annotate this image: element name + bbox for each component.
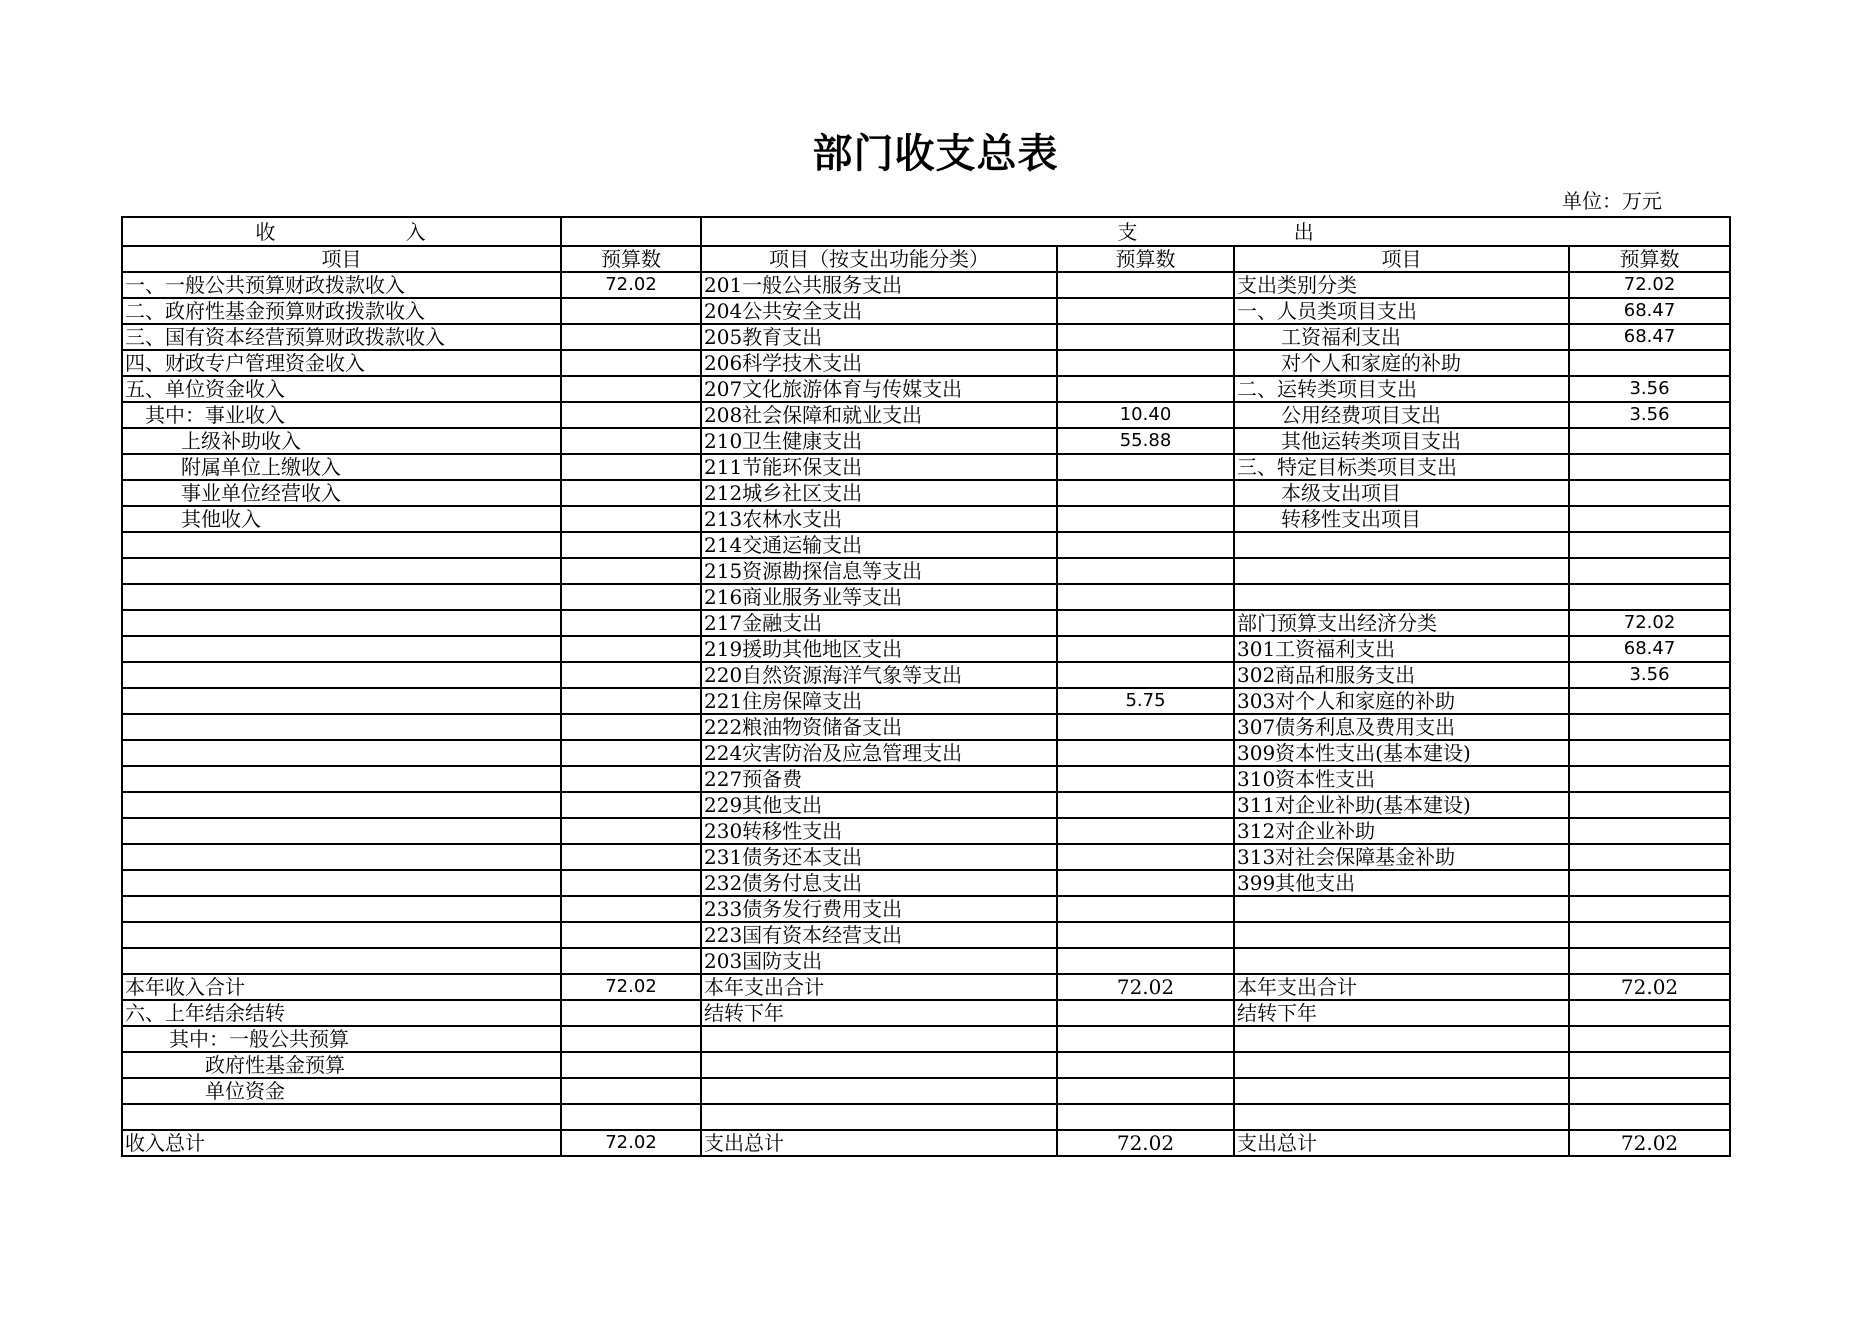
func-budget <box>1057 610 1234 636</box>
income-item: 五、单位资金收入 <box>122 376 561 402</box>
income-budget <box>561 792 701 818</box>
cat-item: 三、特定目标类项目支出 <box>1234 454 1569 480</box>
cat-item <box>1234 896 1569 922</box>
func-item: 219援助其他地区支出 <box>701 636 1057 662</box>
income-item <box>122 844 561 870</box>
income-budget <box>561 1078 701 1104</box>
cat-budget <box>1569 844 1730 870</box>
func-item: 207文化旅游体育与传媒支出 <box>701 376 1057 402</box>
func-budget <box>1057 272 1234 298</box>
cat-budget <box>1569 948 1730 974</box>
income-item <box>122 558 561 584</box>
income-budget <box>561 948 701 974</box>
column-header-row <box>122 246 1730 272</box>
col-cat-item: 项目 <box>1234 246 1569 272</box>
income-budget <box>561 402 701 428</box>
func-budget <box>1057 714 1234 740</box>
func-item: 227预备费 <box>701 766 1057 792</box>
carry-row <box>122 1078 1730 1104</box>
func-budget: 5.75 <box>1057 688 1234 714</box>
cat-budget <box>1569 922 1730 948</box>
cat-item <box>1234 1078 1569 1104</box>
cat-budget: 68.47 <box>1569 636 1730 662</box>
cat-item <box>1234 922 1569 948</box>
cat-item <box>1234 1052 1569 1078</box>
table-row <box>122 324 1730 350</box>
func-item: 204公共安全支出 <box>701 298 1057 324</box>
func-item: 208社会保障和就业支出 <box>701 402 1057 428</box>
income-budget <box>561 870 701 896</box>
cat-item: 其他运转类项目支出 <box>1234 428 1569 454</box>
cat-budget <box>1569 818 1730 844</box>
func-item: 222粮油物资储备支出 <box>701 714 1057 740</box>
table-row <box>122 376 1730 402</box>
cat-budget <box>1569 1052 1730 1078</box>
func-item: 220自然资源海洋气象等支出 <box>701 662 1057 688</box>
col-income-budget: 预算数 <box>561 246 701 272</box>
table-row <box>122 688 1730 714</box>
cat-budget <box>1569 454 1730 480</box>
cat-item: 313对社会保障基金补助 <box>1234 844 1569 870</box>
cat-item: 对个人和家庭的补助 <box>1234 350 1569 376</box>
income-budget <box>561 376 701 402</box>
table-row <box>122 662 1730 688</box>
table-row <box>122 818 1730 844</box>
func-budget <box>1057 1104 1234 1130</box>
cat-budget <box>1569 740 1730 766</box>
cat-item: 307债务利息及费用支出 <box>1234 714 1569 740</box>
cat-budget: 72.02 <box>1569 610 1730 636</box>
income-budget <box>561 766 701 792</box>
income-item <box>122 792 561 818</box>
cat-item <box>1234 948 1569 974</box>
func-budget <box>1057 922 1234 948</box>
income-budget <box>561 610 701 636</box>
income-budget <box>561 584 701 610</box>
table-row <box>122 948 1730 974</box>
cat-budget <box>1569 584 1730 610</box>
func-budget <box>1057 1026 1234 1052</box>
table-row <box>122 766 1730 792</box>
income-item: 其他收入 <box>122 506 561 532</box>
cat-item: 301工资福利支出 <box>1234 636 1569 662</box>
cat-budget: 3.56 <box>1569 402 1730 428</box>
func-item <box>701 1052 1057 1078</box>
cat-budget <box>1569 532 1730 558</box>
func-item <box>701 1104 1057 1130</box>
table-row <box>122 610 1730 636</box>
cat-item <box>1234 1104 1569 1130</box>
cat-budget <box>1569 1026 1730 1052</box>
income-item <box>122 688 561 714</box>
func-budget <box>1057 454 1234 480</box>
func-budget <box>1057 376 1234 402</box>
func-budget <box>1057 896 1234 922</box>
cat-budget <box>1569 792 1730 818</box>
income-item: 单位资金 <box>122 1078 561 1104</box>
func-item: 210卫生健康支出 <box>701 428 1057 454</box>
func-item: 212城乡社区支出 <box>701 480 1057 506</box>
income-item: 收入总计 <box>122 1130 561 1156</box>
income-item: 附属单位上缴收入 <box>122 454 561 480</box>
income-item <box>122 532 561 558</box>
expense-group-header: 支 出 <box>701 217 1730 246</box>
func-item <box>701 1078 1057 1104</box>
func-budget <box>1057 506 1234 532</box>
table-row <box>122 402 1730 428</box>
cat-budget <box>1569 870 1730 896</box>
col-income-item: 项目 <box>122 246 561 272</box>
year-total-row <box>122 974 1730 1000</box>
cat-budget <box>1569 688 1730 714</box>
income-budget: 72.02 <box>561 1130 701 1156</box>
cat-budget <box>1569 506 1730 532</box>
table-row <box>122 844 1730 870</box>
income-item <box>122 896 561 922</box>
func-budget <box>1057 1000 1234 1026</box>
cat-budget: 3.56 <box>1569 376 1730 402</box>
func-budget <box>1057 350 1234 376</box>
income-budget <box>561 662 701 688</box>
cat-budget: 72.02 <box>1569 974 1730 1000</box>
cat-budget <box>1569 350 1730 376</box>
income-budget <box>561 922 701 948</box>
func-item: 224灾害防治及应急管理支出 <box>701 740 1057 766</box>
func-item: 217金融支出 <box>701 610 1057 636</box>
income-budget <box>561 896 701 922</box>
income-budget <box>561 844 701 870</box>
income-item <box>122 714 561 740</box>
func-item: 213农林水支出 <box>701 506 1057 532</box>
budget-summary-table <box>121 216 1731 1157</box>
table-row <box>122 350 1730 376</box>
table-row <box>122 870 1730 896</box>
income-budget <box>561 740 701 766</box>
income-item <box>122 818 561 844</box>
income-group-blank <box>561 217 701 246</box>
cat-item: 399其他支出 <box>1234 870 1569 896</box>
cat-item: 311对企业补助(基本建设) <box>1234 792 1569 818</box>
func-budget <box>1057 558 1234 584</box>
cat-item: 公用经费项目支出 <box>1234 402 1569 428</box>
func-budget: 55.88 <box>1057 428 1234 454</box>
cat-item: 部门预算支出经济分类 <box>1234 610 1569 636</box>
table-row <box>122 584 1730 610</box>
income-budget <box>561 350 701 376</box>
func-item: 205教育支出 <box>701 324 1057 350</box>
income-budget <box>561 480 701 506</box>
income-item: 其中：事业收入 <box>122 402 561 428</box>
income-item: 二、政府性基金预算财政拨款收入 <box>122 298 561 324</box>
cat-budget <box>1569 1104 1730 1130</box>
cat-budget: 3.56 <box>1569 662 1730 688</box>
cat-budget <box>1569 1000 1730 1026</box>
income-budget <box>561 688 701 714</box>
income-item <box>122 636 561 662</box>
cat-budget <box>1569 714 1730 740</box>
income-item: 政府性基金预算 <box>122 1052 561 1078</box>
table-row <box>122 480 1730 506</box>
income-item <box>122 740 561 766</box>
income-item <box>122 766 561 792</box>
func-budget <box>1057 1052 1234 1078</box>
func-budget: 72.02 <box>1057 974 1234 1000</box>
func-item: 215资源勘探信息等支出 <box>701 558 1057 584</box>
income-item <box>122 584 561 610</box>
income-budget <box>561 454 701 480</box>
func-budget <box>1057 766 1234 792</box>
func-budget <box>1057 740 1234 766</box>
col-cat-budget: 预算数 <box>1569 246 1730 272</box>
income-budget <box>561 1052 701 1078</box>
carry-row <box>122 1052 1730 1078</box>
income-item: 四、财政专户管理资金收入 <box>122 350 561 376</box>
income-budget <box>561 558 701 584</box>
cat-budget: 72.02 <box>1569 272 1730 298</box>
income-budget <box>561 818 701 844</box>
income-budget <box>561 506 701 532</box>
income-group-header: 收 入 <box>122 217 561 246</box>
income-item <box>122 948 561 974</box>
income-budget <box>561 428 701 454</box>
cat-item: 309资本性支出(基本建设) <box>1234 740 1569 766</box>
col-func-budget: 预算数 <box>1057 246 1234 272</box>
cat-item: 本年支出合计 <box>1234 974 1569 1000</box>
cat-budget <box>1569 896 1730 922</box>
func-budget <box>1057 818 1234 844</box>
func-item: 201一般公共服务支出 <box>701 272 1057 298</box>
func-budget <box>1057 480 1234 506</box>
income-item: 事业单位经营收入 <box>122 480 561 506</box>
cat-budget: 72.02 <box>1569 1130 1730 1156</box>
table-row <box>122 428 1730 454</box>
func-item: 229其他支出 <box>701 792 1057 818</box>
cat-item: 支出总计 <box>1234 1130 1569 1156</box>
carry-row <box>122 1000 1730 1026</box>
cat-item: 一、人员类项目支出 <box>1234 298 1569 324</box>
table-row <box>122 506 1730 532</box>
table-row <box>122 922 1730 948</box>
income-item: 三、国有资本经营预算财政拨款收入 <box>122 324 561 350</box>
income-item <box>122 922 561 948</box>
income-budget: 72.02 <box>561 974 701 1000</box>
func-item: 203国防支出 <box>701 948 1057 974</box>
table-row <box>122 454 1730 480</box>
func-item: 本年支出合计 <box>701 974 1057 1000</box>
cat-item <box>1234 558 1569 584</box>
grand-total-row <box>122 1130 1730 1156</box>
cat-budget <box>1569 766 1730 792</box>
func-item: 206科学技术支出 <box>701 350 1057 376</box>
func-budget <box>1057 532 1234 558</box>
table-row <box>122 298 1730 324</box>
income-budget <box>561 636 701 662</box>
func-budget <box>1057 792 1234 818</box>
func-item: 211节能环保支出 <box>701 454 1057 480</box>
func-item: 233债务发行费用支出 <box>701 896 1057 922</box>
func-item: 230转移性支出 <box>701 818 1057 844</box>
income-item: 上级补助收入 <box>122 428 561 454</box>
func-budget <box>1057 870 1234 896</box>
income-budget <box>561 532 701 558</box>
table-row <box>122 636 1730 662</box>
func-item: 支出总计 <box>701 1130 1057 1156</box>
table-row <box>122 272 1730 298</box>
income-budget <box>561 324 701 350</box>
income-budget <box>561 1026 701 1052</box>
func-budget <box>1057 298 1234 324</box>
table-row <box>122 792 1730 818</box>
income-item: 六、上年结余结转 <box>122 1000 561 1026</box>
cat-item: 312对企业补助 <box>1234 818 1569 844</box>
cat-item <box>1234 584 1569 610</box>
func-item: 216商业服务业等支出 <box>701 584 1057 610</box>
table-row <box>122 714 1730 740</box>
cat-item: 支出类别分类 <box>1234 272 1569 298</box>
func-item: 结转下年 <box>701 1000 1057 1026</box>
func-item: 223国有资本经营支出 <box>701 922 1057 948</box>
func-budget <box>1057 844 1234 870</box>
income-item: 其中：一般公共预算 <box>122 1026 561 1052</box>
income-budget <box>561 298 701 324</box>
cat-budget <box>1569 428 1730 454</box>
income-item <box>122 870 561 896</box>
cat-item: 转移性支出项目 <box>1234 506 1569 532</box>
cat-item: 310资本性支出 <box>1234 766 1569 792</box>
income-item <box>122 610 561 636</box>
income-budget <box>561 714 701 740</box>
cat-item <box>1234 1026 1569 1052</box>
cat-item: 二、运转类项目支出 <box>1234 376 1569 402</box>
table-row <box>122 896 1730 922</box>
table-row <box>122 558 1730 584</box>
func-budget <box>1057 324 1234 350</box>
income-budget: 72.02 <box>561 272 701 298</box>
cat-item: 本级支出项目 <box>1234 480 1569 506</box>
document-title: 部门收支总表 <box>812 131 1059 177</box>
cat-budget: 68.47 <box>1569 324 1730 350</box>
func-item <box>701 1026 1057 1052</box>
income-item: 一、一般公共预算财政拨款收入 <box>122 272 561 298</box>
func-budget: 72.02 <box>1057 1130 1234 1156</box>
func-item: 231债务还本支出 <box>701 844 1057 870</box>
func-budget: 10.40 <box>1057 402 1234 428</box>
income-item: 本年收入合计 <box>122 974 561 1000</box>
income-budget <box>561 1000 701 1026</box>
func-budget <box>1057 948 1234 974</box>
func-budget <box>1057 1078 1234 1104</box>
cat-budget <box>1569 558 1730 584</box>
func-item: 232债务付息支出 <box>701 870 1057 896</box>
unit-label: 单位：万元 <box>1562 189 1662 213</box>
cat-item <box>1234 532 1569 558</box>
cat-budget <box>1569 1078 1730 1104</box>
func-budget <box>1057 636 1234 662</box>
group-header-row <box>122 217 1730 246</box>
col-func-item: 项目（按支出功能分类） <box>701 246 1057 272</box>
cat-item: 结转下年 <box>1234 1000 1569 1026</box>
income-item <box>122 1104 561 1130</box>
carry-row <box>122 1104 1730 1130</box>
func-item: 214交通运输支出 <box>701 532 1057 558</box>
cat-item: 302商品和服务支出 <box>1234 662 1569 688</box>
func-budget <box>1057 584 1234 610</box>
income-budget <box>561 1104 701 1130</box>
cat-item: 工资福利支出 <box>1234 324 1569 350</box>
table-row <box>122 532 1730 558</box>
cat-budget: 68.47 <box>1569 298 1730 324</box>
func-item: 221住房保障支出 <box>701 688 1057 714</box>
table-row <box>122 740 1730 766</box>
func-budget <box>1057 662 1234 688</box>
cat-budget <box>1569 480 1730 506</box>
cat-item: 303对个人和家庭的补助 <box>1234 688 1569 714</box>
carry-row <box>122 1026 1730 1052</box>
income-item <box>122 662 561 688</box>
